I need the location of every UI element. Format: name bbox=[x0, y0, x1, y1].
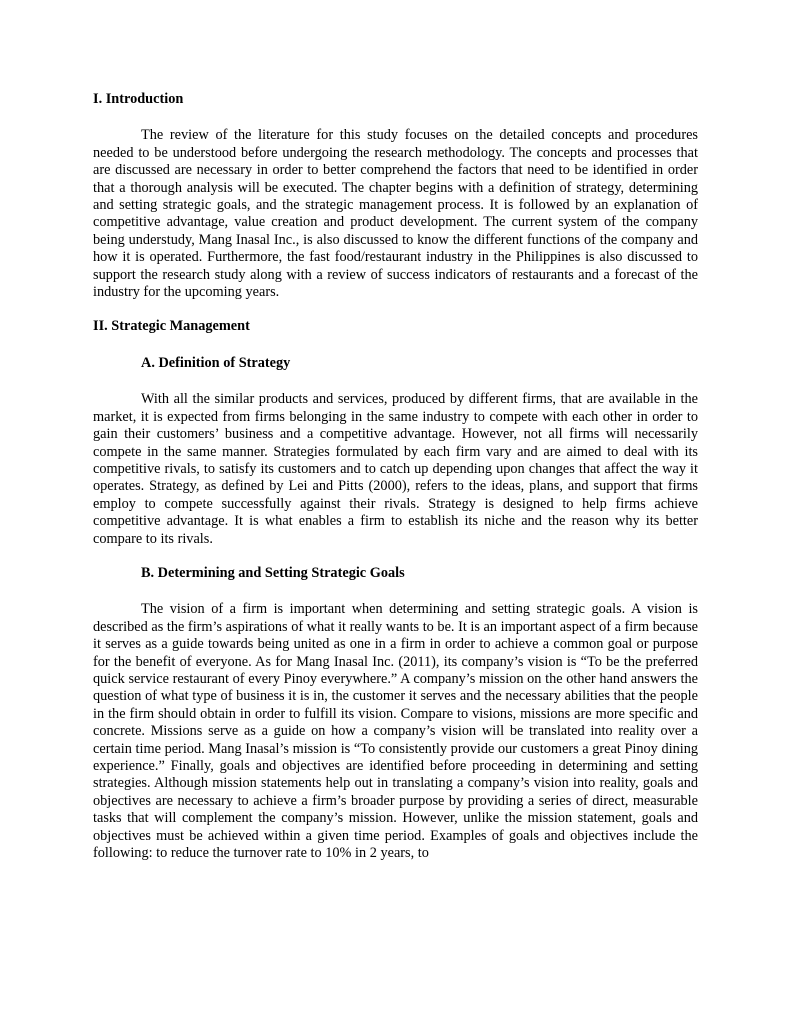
document-body bbox=[93, 91, 698, 862]
definition-of-strategy-paragraph: With all the similar products and services, produced by different firms, that are available in the market, it is expected from firms belonging in the same industry to compete with each other in order to gain their customers’ business and a competitive advantage. However, not all firms will necessarily compete in the same manner. Strategies formulated by each firm vary and are aimed to deal with its competitive rivals, to satisfy its customers and to catch up depending upon changes that affect the way it operates. Strategy, as defined by Lei and Pitts (2000), refers to the ideas, plans, and support that firms employ to compete successfully against their rivals. Strategy is designed to help firms achieve competitive advantage. It is what enables a firm to establish its niche and the reason why its better compare to its rivals. bbox=[93, 391, 698, 547]
subsection-heading-strategic-goals: B. Determining and Setting Strategic Goals bbox=[141, 564, 405, 581]
introduction-paragraph: The review of the literature for this study focuses on the detailed concepts and procedures needed to be understood before undergoing the research methodology. The concepts and processes that are discussed are necessary in order to better comprehend the factors that need to be identified in order that a thorough analysis will be executed. The chapter begins with a definition of strategy, determining and setting strategic goals, and the strategic management process. It is followed by an explanation of competitive advantage, value creation and product development. The current system of the company being understudy, Mang Inasal Inc., is also discussed to know the different functions of the company and how it is operated. Furthermore, the fast food/restaurant industry in the Philippines is also discussed to support the research study along with a review of success indicators of restaurants and a forecast of the industry for the upcoming years. bbox=[93, 127, 698, 301]
section-heading-strategic-management: II. Strategic Management bbox=[93, 318, 250, 335]
strategic-goals-paragraph: The vision of a firm is important when determining and setting strategic goals. A vision is described as the firm’s aspirations of what it really wants to be. It is an important aspect of a firm because it serves as a guide towards being united as one in a firm in order to achieve a common goal or purpose for the benefit of everyone. As for Mang Inasal Inc. (2011), its company’s vision is “To be the preferred quick service restaurant of every Pinoy everywhere.” A company’s mission on the other hand answers the question of what type of business it is in, the customer it serves and the necessary abilities that the people in the firm should obtain in order to fulfill its vision. Compare to visions, missions are more specific and concrete. Missions serve as a guide on how a company’s vision will be translated into reality over a certain time period. Mang Inasal’s mission is “To consistently provide our customers a great Pinoy dining experience.” Finally, goals and objectives are identified before proceeding in determining and setting strategies. Although mission statements help out in translating a company’s vision into reality, goals and objectives are necessary to achieve a firm’s broader purpose by providing a series of direct, measurable tasks that will complement the company’s mission. However, unlike the mission statement, goals and objectives must be achieved within a given time period. Examples of goals and objectives include the following: to reduce the turnover rate to 10% in 2 years, to bbox=[93, 601, 698, 862]
subsection-heading-definition-of-strategy: A. Definition of Strategy bbox=[141, 354, 291, 371]
section-heading-introduction: I. Introduction bbox=[93, 91, 184, 107]
